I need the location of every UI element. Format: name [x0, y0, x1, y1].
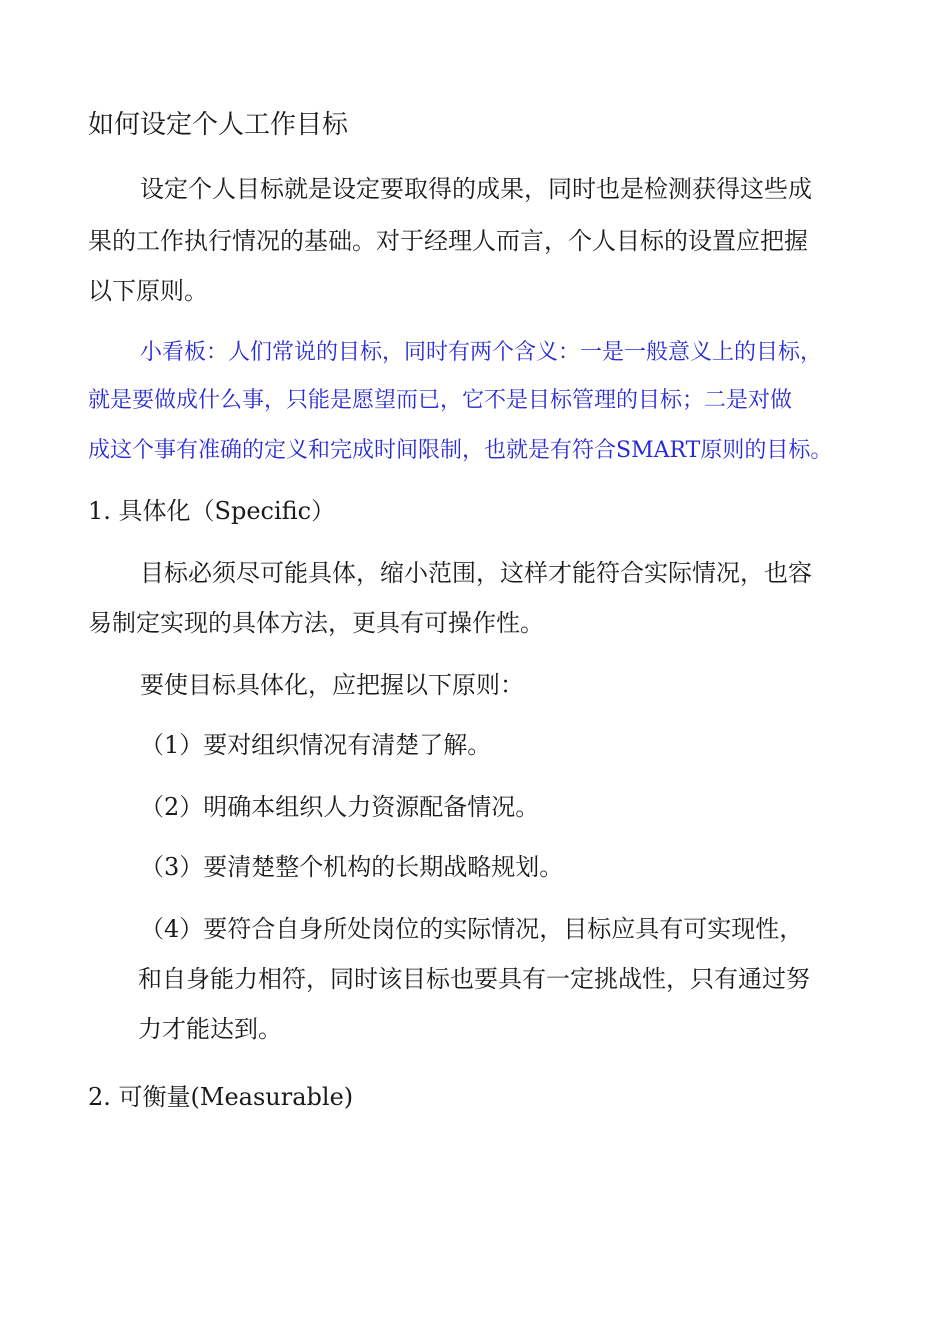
section1-item-4-line-2: 和自身能力相符，同时该目标也要具有一定挑战性，只有通过努: [138, 965, 810, 993]
intro-line-2: 果的工作执行情况的基础。对于经理人而言，个人目标的设置应把握: [88, 227, 808, 255]
document-title: 如何设定个人工作目标: [88, 110, 349, 140]
section1-lead: 要使目标具体化，应把握以下原则：: [140, 671, 524, 699]
note-line-2: 就是要做成什么事，只能是愿望而已，它不是目标管理的目标；二是对做: [88, 388, 793, 413]
section2-heading: 2. 可衡量(Measurable): [88, 1083, 354, 1111]
section1-item-4-line-3: 力才能达到。: [138, 1015, 282, 1043]
section1-item-3: （3）要清楚整个机构的长期战略规划。: [140, 853, 564, 881]
intro-line-1: 设定个人目标就是设定要取得的成果，同时也是检测获得这些成: [140, 175, 812, 203]
section1-body-line-1: 目标必须尽可能具体，缩小范围，这样才能符合实际情况，也容: [140, 559, 812, 587]
section1-body-line-2: 易制定实现的具体方法，更具有可操作性。: [88, 609, 544, 637]
note-line-3: 成这个事有准确的定义和完成时间限制，也就是有符合SMART原则的目标。: [88, 438, 833, 463]
section1-item-4-line-1: （4）要符合自身所处岗位的实际情况，目标应具有可实现性，: [140, 915, 804, 943]
section1-item-2: （2）明确本组织人力资源配备情况。: [140, 793, 540, 821]
note-line-1: 小看板：人们常说的目标，同时有两个含义：一是一般意义上的目标，: [140, 340, 823, 365]
intro-line-3: 以下原则。: [88, 277, 208, 305]
section1-item-1: （1）要对组织情况有清楚了解。: [140, 731, 492, 759]
section1-heading: 1. 具体化（Specific）: [88, 497, 336, 525]
